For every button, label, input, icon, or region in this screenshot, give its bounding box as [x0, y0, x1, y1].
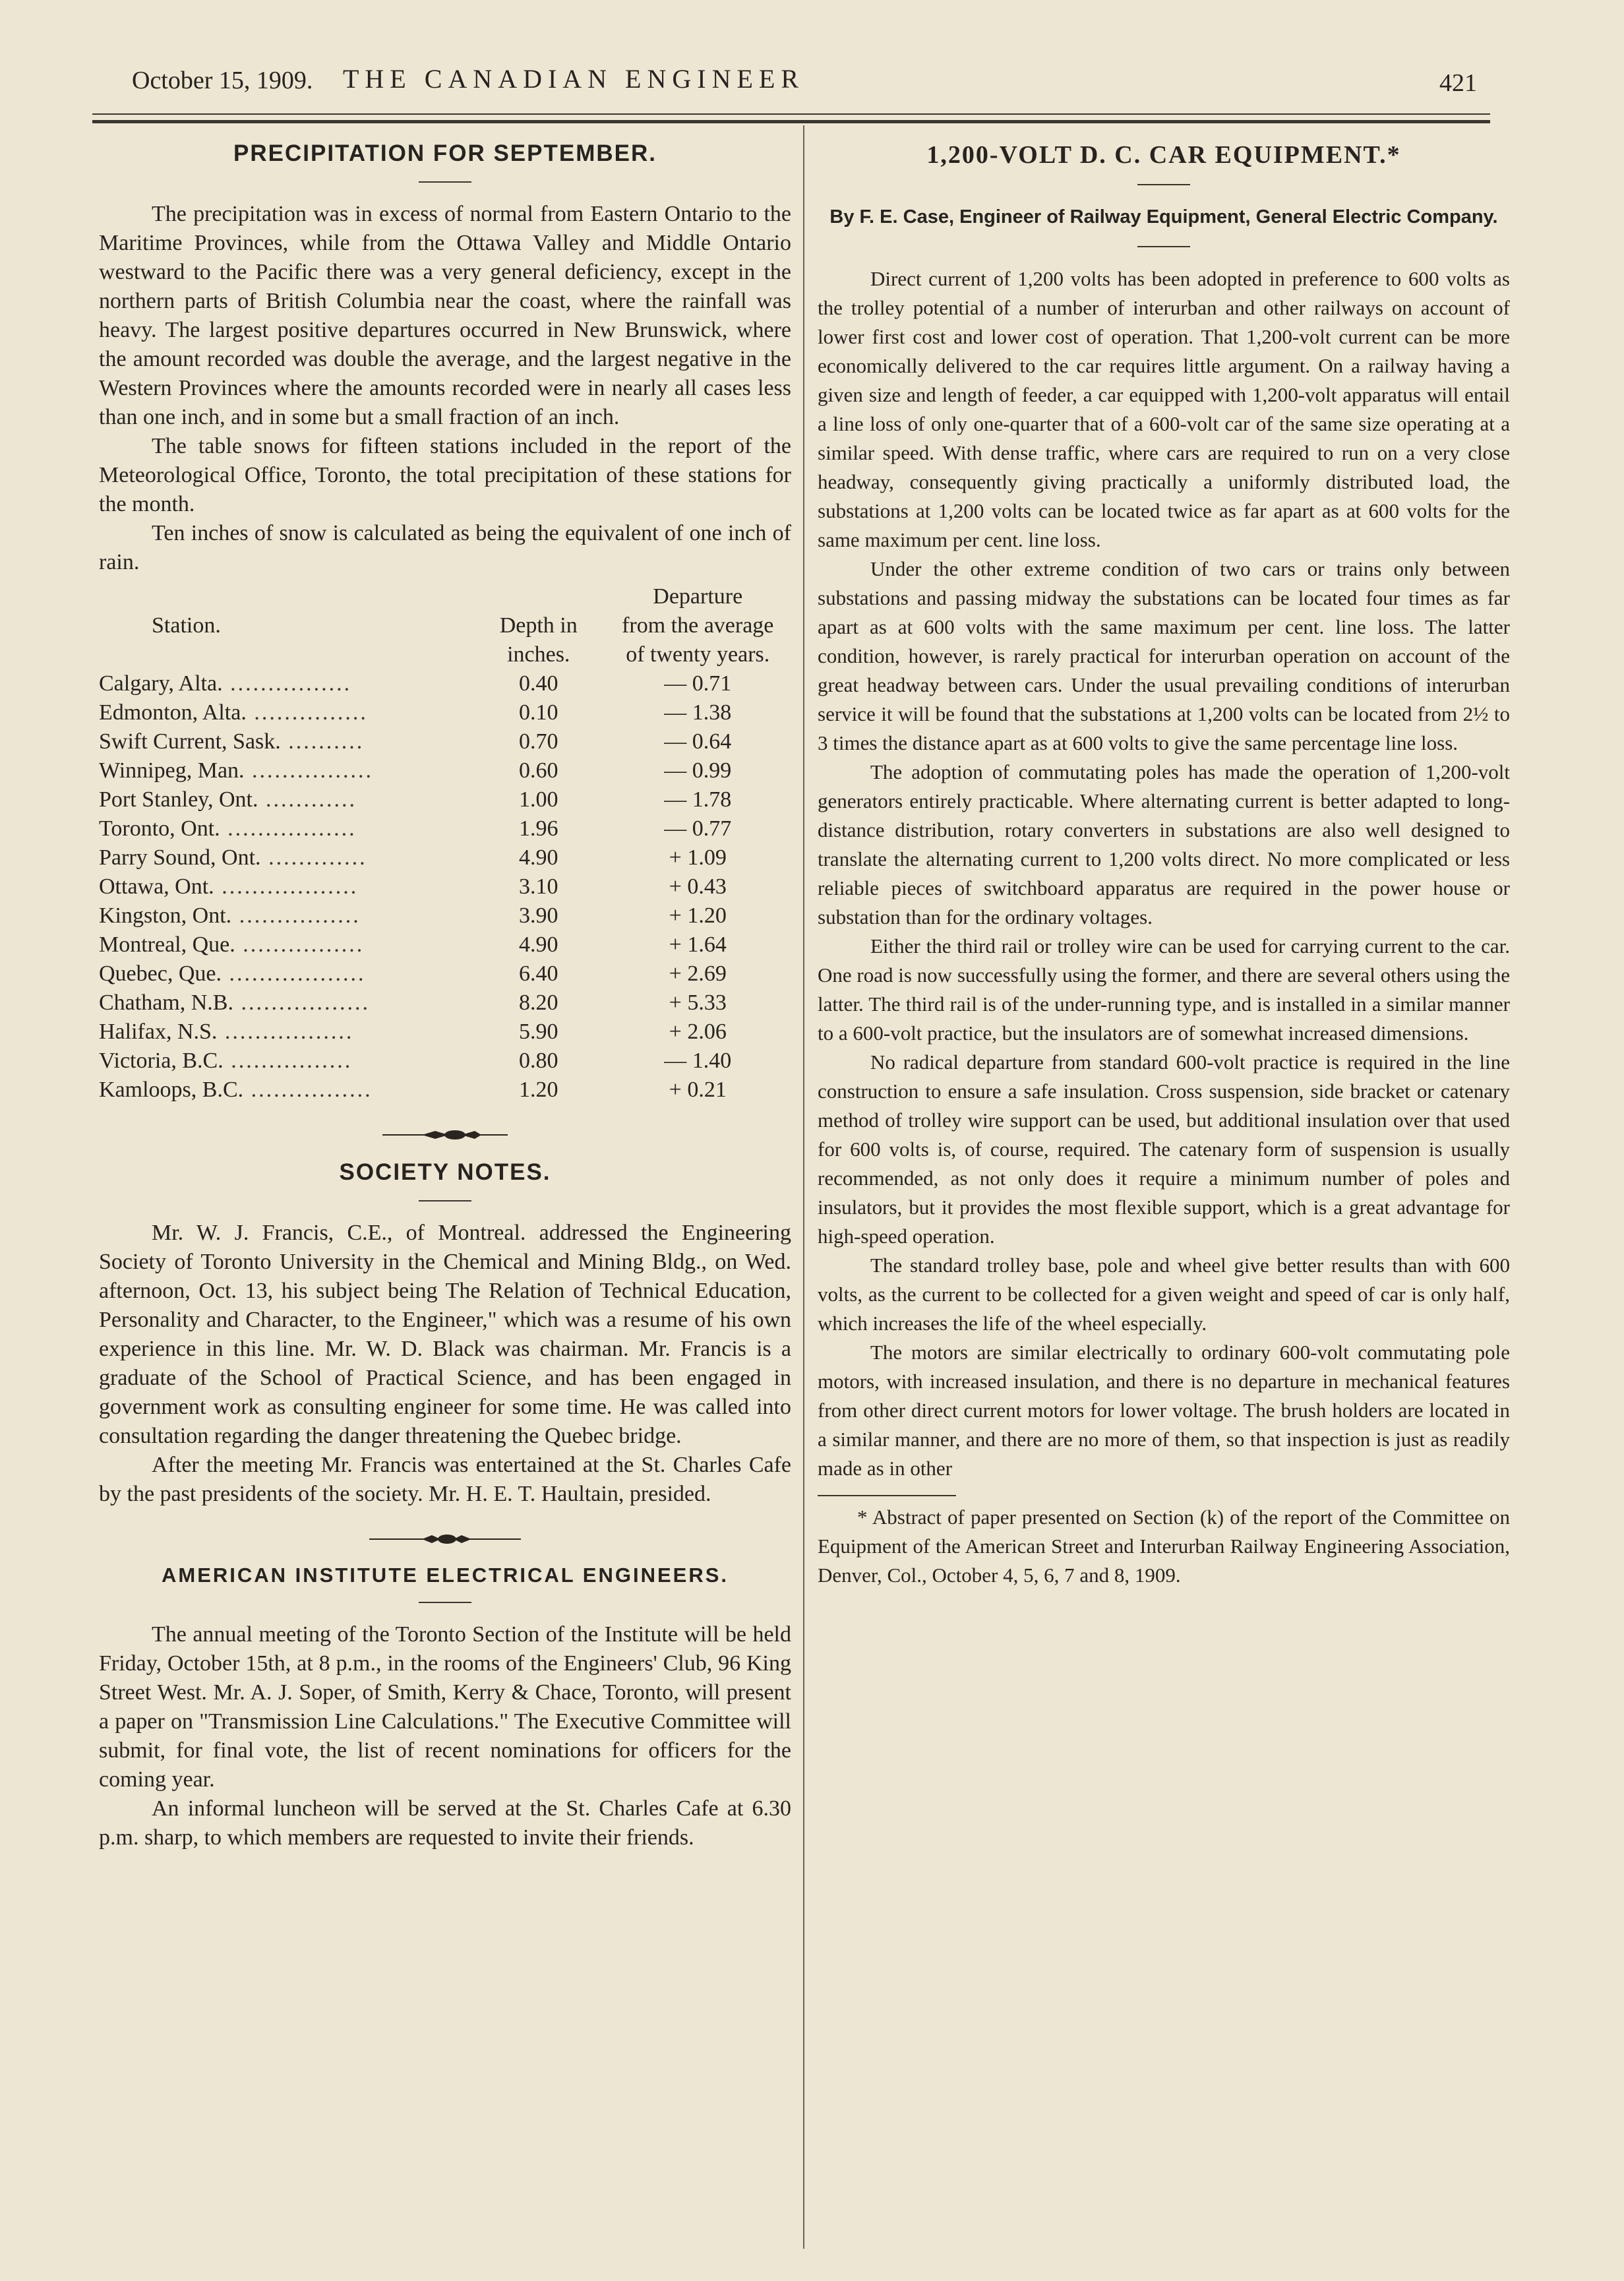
depth-cell: 4.90: [519, 932, 558, 957]
table-row: [99, 814, 791, 843]
table-row: [99, 959, 791, 988]
station-name: Halifax, N.S.: [99, 1019, 218, 1044]
col-header-departure-2: from the average: [622, 613, 774, 638]
leader-dots: .................: [220, 816, 357, 841]
departure-cell: — 0.64: [664, 729, 732, 754]
title-rule: [419, 181, 471, 183]
station-name: Toronto, Ont.: [99, 816, 220, 841]
page-number: 421: [1439, 69, 1477, 97]
departure-cell: + 1.09: [669, 845, 727, 870]
table-row: [99, 727, 791, 756]
leader-dots: ................: [235, 932, 365, 957]
table-row: [99, 698, 791, 727]
car-paragraph-2: Under the other extreme condition of two cars or trains only between substations and passing midway the substations can be located four times as far apart as at 600 volts with the same maximum per cent. line loss. The latter condition, however, is rarely practical for interurban operation on account of the great headway between cars. Under the usual prevailing conditions of interurban service it will be found that the substations at 1,200 volts can be located from 2½ to 3 times the distance apart as at 600 volts to give the same percentage line loss.: [818, 557, 1510, 754]
departure-cell: — 1.78: [664, 787, 732, 812]
leader-dots: .................: [217, 1019, 354, 1044]
depth-cell: 3.10: [519, 874, 558, 899]
station-name: Edmonton, Alta.: [99, 700, 247, 725]
car-paragraph-7: The motors are similar electrically to ordinary 600-volt commutating pole motors, with increased insulation, and there is no departure in mechanical features from other direct current motors for lower voltage. The brush holders are located in a similar manner, and there are no more of them, so that inspection is just as readily made as in other: [818, 1341, 1510, 1480]
col-header-station-label: Station.: [152, 613, 221, 638]
station-cell: [99, 1018, 473, 1047]
depth-cell: 0.10: [519, 700, 558, 725]
car-paragraph-4: Either the third rail or trolley wire can be used for carrying current to the car. One road is now successfully using the former, and there are several others using the latter. The third rail is of the under-running type, and is installed in a similar manner to a 600-volt practice, but the insulators are of somewhat increased dimensions.: [818, 934, 1510, 1045]
station-name: Winnipeg, Man.: [99, 758, 245, 783]
title-rule: [419, 1602, 471, 1603]
depth-cell: 0.80: [519, 1049, 558, 1073]
leader-dots: ...............: [246, 700, 368, 725]
table-row: [99, 669, 791, 698]
aiee-paragraph-2: An informal luncheon will be served at the St. Charles Cafe at 6.30 p.m. sharp, to which members are requested to invite their friends.: [99, 1796, 791, 1850]
society-paragraph-2: After the meeting Mr. Francis was entertained at the St. Charles Cafe by the past presidents of the society. Mr. H. E. T. Haultain, presided.: [99, 1453, 791, 1506]
leader-dots: ..........: [280, 729, 365, 754]
depth-cell: 1.20: [519, 1078, 558, 1102]
station-name: Chatham, N.B.: [99, 990, 233, 1015]
car-paragraph-3: The adoption of commutating poles has made the operation of 1,200-volt generators entirely practicable. Where alternating current is better adapted to long-distance distribution, rotary converters in substations are also well designed to translate the alternating current to 1,200 volts direct. No more complicated or less reliable pieces of switchboard apparatus are required in the power house or substation than for the ordinary voltages.: [818, 760, 1510, 928]
leader-dots: .............: [260, 845, 367, 870]
departure-cell: + 2.06: [669, 1019, 727, 1044]
departure-cell: — 0.71: [664, 671, 732, 696]
station-name: Kingston, Ont.: [99, 903, 232, 928]
journal-title: THE CANADIAN ENGINEER: [342, 64, 805, 94]
leader-dots: ................: [243, 1078, 373, 1102]
leader-dots: ................: [222, 671, 352, 696]
precipitation-table: [99, 582, 791, 1105]
departure-cell: — 1.38: [664, 700, 732, 725]
footnote-rule: [818, 1495, 956, 1496]
byline: By F. E. Case, Engineer of Railway Equipment, General Electric Company.: [829, 206, 1498, 228]
car-equipment-title: 1,200-VOLT D. C. CAR EQUIPMENT.*: [926, 141, 1401, 169]
society-notes-title: SOCIETY NOTES.: [339, 1159, 551, 1185]
station-cell: [99, 872, 473, 901]
depth-cell: 8.20: [519, 990, 558, 1015]
table-row: [99, 901, 791, 930]
leader-dots: ..................: [214, 874, 359, 899]
car-paragraph-6: The standard trolley base, pole and wheel give better results than with 600 volts, as the current to be collected for a given weight and speed of car is only half, which increases the life of the wheel especially.: [818, 1254, 1510, 1335]
station-cell: [99, 843, 473, 872]
precip-paragraph-2: The table snows for fifteen stations included in the report of the Meteorological Office, Toronto, the total precipitation of these stations for the month.: [99, 434, 791, 516]
station-name: Montreal, Que.: [99, 932, 235, 957]
page-header: [132, 66, 1477, 106]
station-cell: [99, 959, 473, 988]
ornament-divider: [99, 1128, 791, 1145]
society-notes-article: [99, 1159, 791, 1509]
leader-dots: ................: [244, 758, 374, 783]
table-row: [99, 843, 791, 872]
depth-cell: 0.70: [519, 729, 558, 754]
leader-dots: .................: [233, 990, 370, 1015]
ornament-divider: [99, 1533, 791, 1549]
depth-cell: 3.90: [519, 903, 558, 928]
table-row: [99, 756, 791, 785]
aiee-article: [99, 1564, 791, 1852]
depth-cell: 4.90: [519, 845, 558, 870]
issue-date: October 15, 1909.: [132, 67, 313, 94]
departure-cell: + 1.20: [669, 903, 727, 928]
left-column: [99, 135, 791, 1852]
station-name: Quebec, Que.: [99, 961, 222, 986]
station-cell: [99, 1076, 473, 1105]
station-name: Victoria, B.C.: [99, 1049, 224, 1073]
station-name: Parry Sound, Ont.: [99, 845, 261, 870]
col-header-station: [99, 582, 473, 611]
departure-cell: — 0.99: [664, 758, 732, 783]
leader-dots: ................: [223, 1049, 353, 1073]
table-row: [99, 785, 791, 814]
aiee-paragraph-1: The annual meeting of the Toronto Section of the Institute will be held Friday, October 15th, at 8 p.m., in the rooms of the Engineers' Club, 96 King Street West. Mr. A. J. Soper, of Smith, Kerry & Chace, Toronto, will present a paper on "Transmission Line Calculations." The Executive Committee will submit, for final vote, the list of recent nominations for officers for the coming year.: [99, 1622, 791, 1792]
station-cell: [99, 727, 473, 756]
table-row: [99, 1047, 791, 1076]
column-divider: [803, 125, 804, 2249]
station-cell: [99, 756, 473, 785]
header-rule-thick: [92, 120, 1490, 123]
table-row: [99, 872, 791, 901]
depth-cell: 6.40: [519, 961, 558, 986]
precip-paragraph-1: The precipitation was in excess of normal from Eastern Ontario to the Maritime Provinces, while from the Ottawa Valley and Middle Ontario westward to the Pacific there was a very general deficiency, except in the northern parts of British Columbia near the coast, where the rainfall was heavy. The largest positive departures occurred in New Brunswick, where the amount recorded was double the average, and the largest negative in the Western Provinces where the amounts recorded were in nearly all cases less than one inch, and in some but a small fraction of an inch.: [99, 202, 791, 429]
precipitation-table-body: [99, 669, 791, 1105]
col-header-depth-blank: [473, 582, 605, 611]
leader-dots: ................: [231, 903, 361, 928]
station-cell: [99, 814, 473, 843]
station-name: Port Stanley, Ont.: [99, 787, 258, 812]
table-row: [99, 1018, 791, 1047]
byline-rule: [1137, 246, 1190, 247]
station-cell: [99, 698, 473, 727]
society-paragraph-1: Mr. W. J. Francis, C.E., of Montreal. addressed the Engineering Society of Toronto University in the Chemical and Mining Bldg., on Wed. afternoon, Oct. 13, his subject being The Relation of Technical Education, Personality and Character, to the Engineer," which was a resume of his own experience in this line. Mr. W. D. Black was chairman. Mr. Francis is a graduate of the School of Practical Science, and has been engaged in government work as consulting engineer for some time. He was called into consultation regarding the danger threatening the Quebec bridge.: [99, 1221, 791, 1448]
departure-cell: + 0.43: [669, 874, 727, 899]
station-name: Calgary, Alta.: [99, 671, 223, 696]
title-rule: [419, 1200, 471, 1201]
departure-cell: + 2.69: [669, 961, 727, 986]
departure-cell: — 1.40: [664, 1049, 732, 1073]
precipitation-title: PRECIPITATION FOR SEPTEMBER.: [233, 140, 657, 166]
footnote: * Abstract of paper presented on Section (k) of the report of the Committee on Equipment of the American Street and Interurban Railway Engineering Association, Denver, Col., October 4, 5, 6, 7 and 8, 1909.: [818, 1505, 1510, 1587]
station-cell: [99, 1047, 473, 1076]
station-name: Kamloops, B.C.: [99, 1078, 244, 1102]
precip-paragraph-3: Ten inches of snow is calculated as being the equivalent of one inch of rain.: [99, 521, 791, 574]
departure-cell: + 1.64: [669, 932, 727, 957]
precipitation-article: [99, 140, 791, 1105]
car-paragraph-1: Direct current of 1,200 volts has been adopted in preference to 600 volts as the trolley potential of a number of interurban and other railways on account of lower first cost and lower cost of operation. That 1,200-volt current can be more economically delivered to the car requires little argument. On a railway having a given size and length of feeder, a car equipped with 1,200-volt apparatus will entail a line loss of only one-quarter that of a 600-volt car of the same size operating at a similar speed. With dense traffic, where cars are required to run on a very close headway, consequently giving practically a uniformly distributed load, the substations at 1,200 volts can be located twice as far apart as at 600 volts for the same maximum per cent. line loss.: [818, 267, 1510, 551]
col-header-station-blank: [99, 640, 473, 669]
leader-dots: ............: [258, 787, 357, 812]
col-header-departure-3: of twenty years.: [626, 642, 770, 667]
station-cell: [99, 669, 473, 698]
departure-cell: — 0.77: [664, 816, 732, 841]
depth-cell: 5.90: [519, 1019, 558, 1044]
leader-dots: ..................: [221, 961, 366, 986]
table-row: [99, 988, 791, 1018]
depth-cell: 0.60: [519, 758, 558, 783]
title-rule: [1137, 184, 1190, 185]
departure-cell: + 5.33: [669, 990, 727, 1015]
station-cell: [99, 785, 473, 814]
depth-cell: 0.40: [519, 671, 558, 696]
station-cell: [99, 901, 473, 930]
station-name: Swift Current, Sask.: [99, 729, 281, 754]
col-header-depth-2: inches.: [507, 642, 570, 667]
header-rule-thin: [92, 113, 1490, 115]
right-column: [818, 135, 1510, 1610]
depth-cell: 1.96: [519, 816, 558, 841]
depth-cell: 1.00: [519, 787, 558, 812]
station-cell: [99, 930, 473, 959]
col-header-depth-1: Depth in: [499, 613, 578, 638]
table-row: [99, 1076, 791, 1105]
table-row: [99, 930, 791, 959]
station-cell: [99, 988, 473, 1018]
departure-cell: + 0.21: [669, 1078, 727, 1102]
station-name: Ottawa, Ont.: [99, 874, 214, 899]
car-paragraph-5: No radical departure from standard 600-volt practice is required in the line construction to ensure a safe insulation. Cross suspension, side bracket or catenary method of trolley wire support can be used, but additional insulation over that used for 600 volts is, of course, required. The catenary form of suspension is usually recommended, as not only does it require a minimum number of poles and insulators, but it provides the most flexible support, which is a great advantage for high-speed operation.: [818, 1050, 1510, 1248]
col-header-departure-1: Departure: [653, 584, 743, 609]
aiee-title: AMERICAN INSTITUTE ELECTRICAL ENGINEERS.: [161, 1564, 729, 1587]
